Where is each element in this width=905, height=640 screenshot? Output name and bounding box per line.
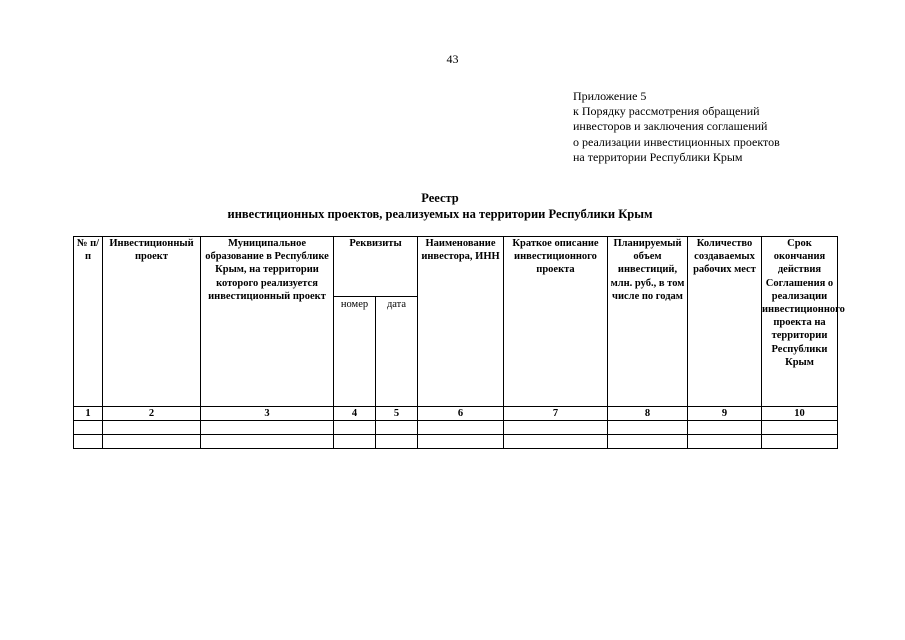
column-number: 4 (334, 407, 376, 421)
column-number: 8 (608, 407, 688, 421)
empty-cell (376, 435, 418, 449)
header-details-number: номер (334, 297, 376, 407)
header-investor-name: Наименование инвестора, ИНН (418, 237, 504, 407)
empty-cell (504, 421, 608, 435)
column-number: 2 (103, 407, 201, 421)
header-agreement-term: Срок окончания действия Соглашения о реализации инвестиционного проекта на территории Республики Крым (762, 237, 838, 407)
empty-cell (74, 435, 103, 449)
column-number: 5 (376, 407, 418, 421)
empty-cell (418, 421, 504, 435)
empty-cell (201, 421, 334, 435)
title-line-2: инвестиционных проектов, реализуемых на территории Республики Крым (227, 207, 653, 221)
empty-cell (688, 435, 762, 449)
empty-cell (608, 421, 688, 435)
column-number: 3 (201, 407, 334, 421)
empty-cell (201, 435, 334, 449)
header-planned-investment: Планируемый объем инвестиций, млн. руб., в том числе по годам (608, 237, 688, 407)
document-title (0, 190, 880, 222)
header-investment-project: Инвестиционный проект (103, 237, 201, 407)
empty-cell (103, 435, 201, 449)
header-jobs-count: Количество создаваемых рабочих мест (688, 237, 762, 407)
column-number: 9 (688, 407, 762, 421)
column-number: 6 (418, 407, 504, 421)
header-details: Реквизиты (334, 237, 418, 297)
annex-line: Приложение 5 (573, 89, 647, 103)
empty-cell (334, 421, 376, 435)
empty-cell (376, 421, 418, 435)
header-details-date: дата (376, 297, 418, 407)
empty-cell (418, 435, 504, 449)
empty-cell (334, 435, 376, 449)
empty-cell (74, 421, 103, 435)
annex-line: о реализации инвестиционных проектов (573, 134, 780, 149)
header-number: № п/п (74, 237, 103, 407)
registry-table (73, 236, 845, 449)
annex-line: на территории Республики Крым (573, 149, 743, 164)
column-number: 7 (504, 407, 608, 421)
empty-cell (103, 421, 201, 435)
title-line-1: Реестр (421, 191, 459, 205)
annex-line: к Порядку рассмотрения обращений (573, 104, 760, 119)
page-number: 43 (446, 52, 459, 66)
header-municipality: Муниципальное образование в Республике Крым, на территории которого реализуется инвестиционный проект (201, 237, 334, 407)
annex-block (573, 89, 780, 165)
empty-cell (762, 435, 838, 449)
table-row (74, 421, 838, 435)
empty-cell (504, 435, 608, 449)
column-number: 10 (762, 407, 838, 421)
empty-cell (762, 421, 838, 435)
table-row (74, 435, 838, 449)
header-project-description: Краткое описание инвестиционного проекта (504, 237, 608, 407)
column-number: 1 (74, 407, 103, 421)
empty-cell (688, 421, 762, 435)
empty-cell (608, 435, 688, 449)
annex-line: инвесторов и заключения соглашений (573, 119, 768, 134)
